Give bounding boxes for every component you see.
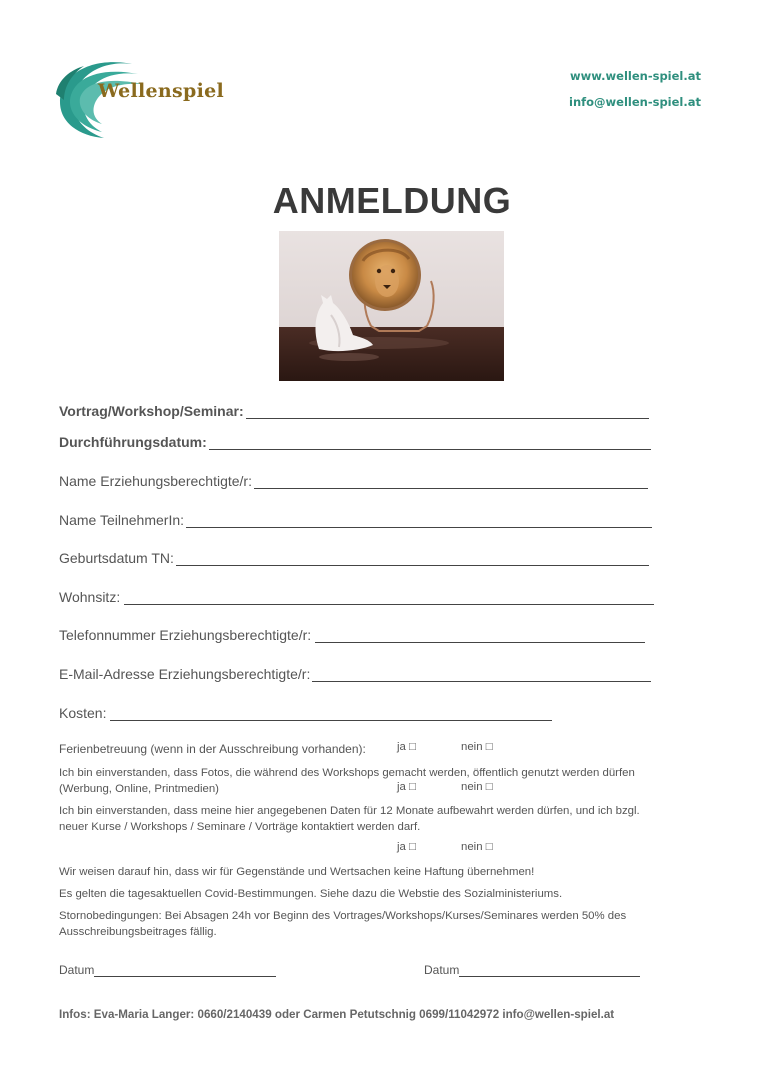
logo-text: Wellenspiel xyxy=(98,80,225,102)
signature-date-left-line[interactable] xyxy=(94,963,276,977)
field-birthdate[interactable] xyxy=(59,548,649,566)
field-email-line[interactable] xyxy=(312,666,651,682)
field-residence-line[interactable] xyxy=(124,589,654,605)
website-link[interactable]: www.wellen-spiel.at xyxy=(570,69,701,83)
field-phone-label: Telefonnummer Erziehungsberechtigte/r: xyxy=(59,627,312,643)
data-no-checkbox[interactable]: nein □ xyxy=(461,841,493,853)
field-guardian-name-line[interactable] xyxy=(254,473,648,489)
field-event-label: Vortrag/Workshop/Seminar: xyxy=(59,403,244,419)
field-cost[interactable] xyxy=(59,703,552,721)
photos-yes-checkbox[interactable]: ja □ xyxy=(397,781,416,793)
field-cost-label: Kosten: xyxy=(59,705,107,721)
ferien-label: Ferienbetreuung (wenn in der Ausschreibung vorhanden): xyxy=(59,742,366,756)
signature-date-right[interactable] xyxy=(424,963,640,977)
ferien-yes-checkbox[interactable]: ja □ xyxy=(397,741,416,753)
field-guardian-name-label: Name Erziehungsberechtigte/r: xyxy=(59,473,252,489)
email-link[interactable]: info@wellen-spiel.at xyxy=(569,95,701,109)
photos-no-checkbox[interactable]: nein □ xyxy=(461,781,493,793)
field-participant-name-line[interactable] xyxy=(186,512,652,528)
signature-date-left-label: Datum xyxy=(59,963,95,977)
signature-date-right-line[interactable] xyxy=(459,963,640,977)
field-birthdate-line[interactable] xyxy=(176,550,649,566)
data-yes-checkbox[interactable]: ja □ xyxy=(397,841,416,853)
page-title: ANMELDUNG xyxy=(272,180,512,221)
consent-photos-text: Ich bin einverstanden, dass Fotos, die während des Workshops gemacht werden, öffentlich genutzt werden dürfen (Werbung, Online, Printmedien) xyxy=(59,767,635,795)
cat-lion-mirror-photo xyxy=(279,231,504,381)
field-date[interactable] xyxy=(59,432,651,450)
field-email[interactable] xyxy=(59,664,651,682)
footer-contact-info: Infos: Eva-Maria Langer: 0660/2140439 oder Carmen Petutschnig 0699/11042972 info@wellen-spiel.at xyxy=(59,1008,615,1021)
field-date-line[interactable] xyxy=(209,434,651,450)
field-residence[interactable] xyxy=(59,587,654,605)
field-date-label: Durchführungsdatum: xyxy=(59,434,207,450)
field-event[interactable] xyxy=(59,401,649,419)
field-residence-label: Wohnsitz: xyxy=(59,589,121,605)
signature-date-left[interactable] xyxy=(59,963,276,977)
covid-note: Es gelten die tagesaktuellen Covid-Bestimmungen. Siehe dazu die Webstie des Sozialministeriums. xyxy=(59,888,563,900)
field-phone[interactable] xyxy=(59,625,645,643)
field-event-line[interactable] xyxy=(246,403,649,419)
field-cost-line[interactable] xyxy=(110,705,552,721)
field-birthdate-label: Geburtsdatum TN: xyxy=(59,550,174,566)
field-email-label: E-Mail-Adresse Erziehungsberechtigte/r: xyxy=(59,666,311,682)
signature-date-right-label: Datum xyxy=(424,963,460,977)
contact-block xyxy=(569,63,701,115)
logo xyxy=(52,54,225,140)
field-guardian-name[interactable] xyxy=(59,471,648,489)
ferien-no-checkbox[interactable]: nein □ xyxy=(461,741,493,753)
consent-data-text: Ich bin einverstanden, dass meine hier angegebenen Daten für 12 Monate aufbewahrt werden dürfen, und ich bzgl. neuer Kurse / Workshops / Seminare / Vorträge kontaktiert werden darf. xyxy=(59,805,640,833)
field-phone-line[interactable] xyxy=(315,627,645,643)
liability-note: Wir weisen darauf hin, dass wir für Gegenstände und Wertsachen keine Haftung übernehmen! xyxy=(59,866,535,878)
field-participant-name[interactable] xyxy=(59,510,652,528)
field-participant-name-label: Name TeilnehmerIn: xyxy=(59,512,185,528)
cancellation-note: Stornobedingungen: Bei Absagen 24h vor Beginn des Vortrages/Workshops/Kurses/Seminares werden 50% des Ausschreibungsbeitrages fällig. xyxy=(59,910,627,938)
